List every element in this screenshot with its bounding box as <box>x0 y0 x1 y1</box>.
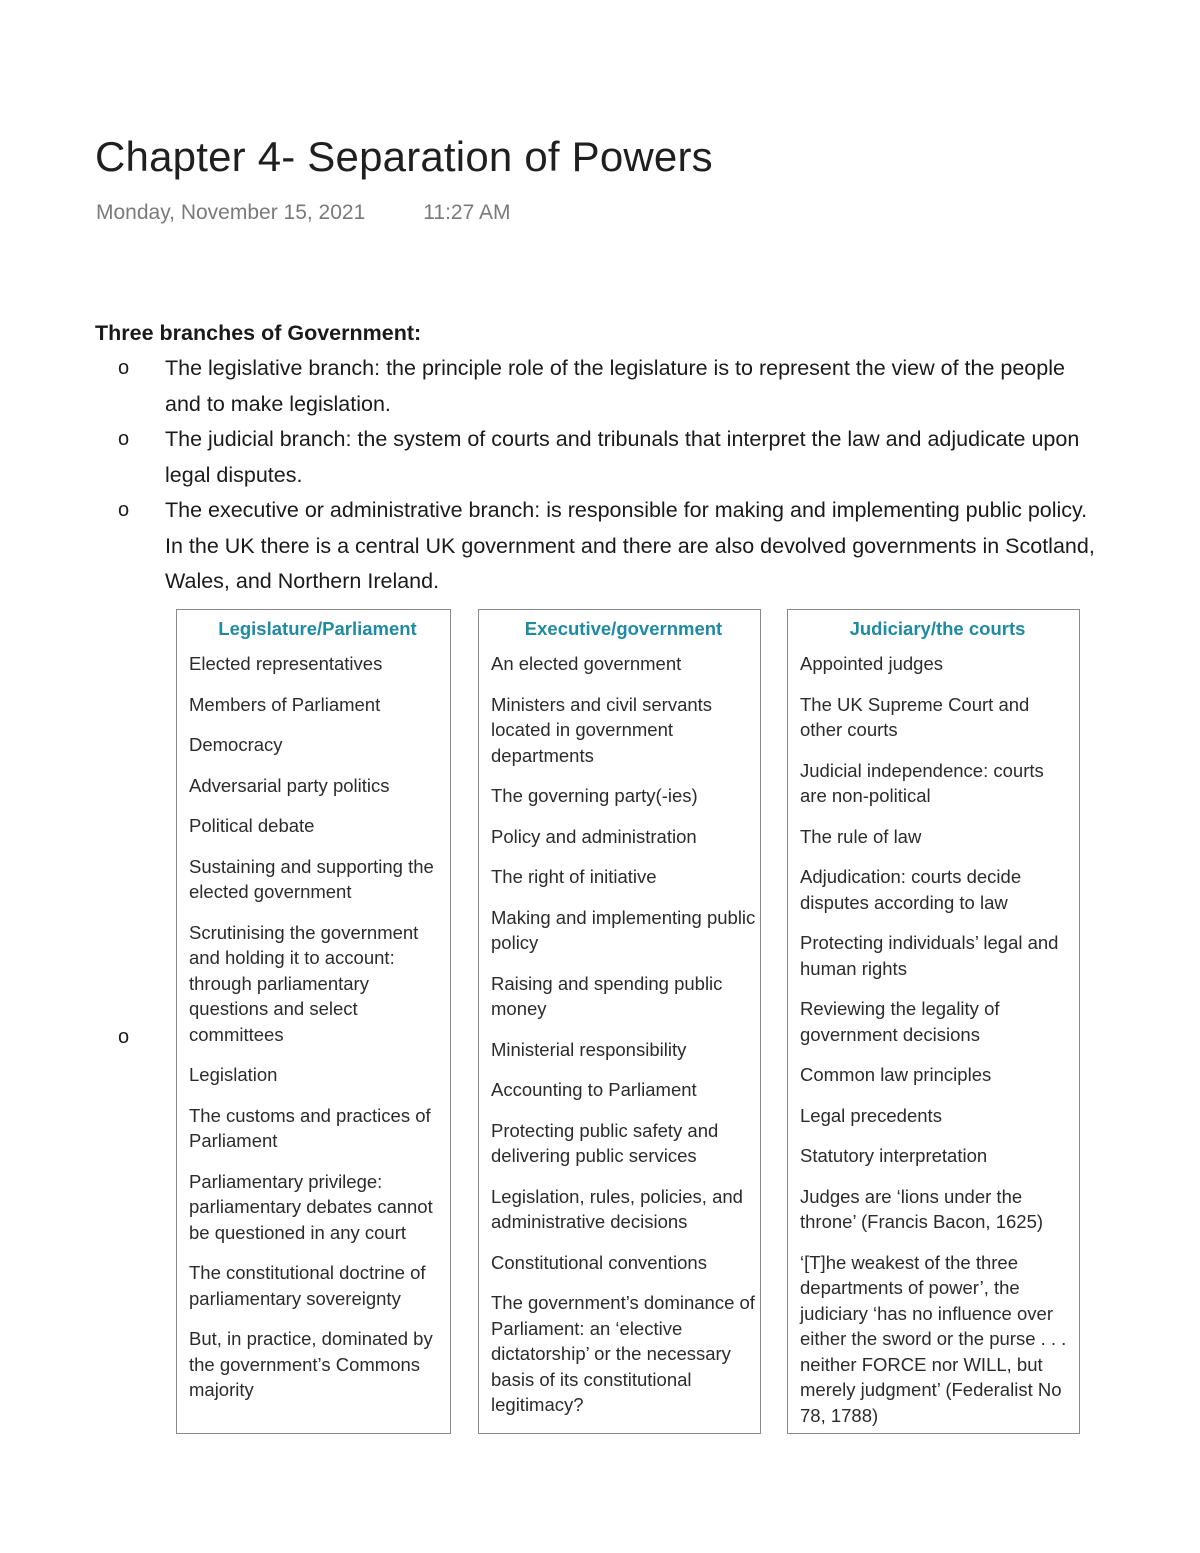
column-item: ‘[T]he weakest of the three departments of power’, the judiciary ‘has no influence over either the sword or the purse . . . neither FORCE nor WILL, but merely judgment’ (Federalist No 78, 1788) <box>800 1251 1067 1426</box>
list-item <box>95 351 1105 422</box>
column-item: Accounting to Parliament <box>491 1079 697 1100</box>
column-executive <box>478 609 761 1434</box>
column-item: Members of Parliament <box>189 693 381 715</box>
page-date: Monday, November 15, 2021 <box>96 201 366 224</box>
column-item: Policy and administration <box>491 825 697 847</box>
column-item: Adversarial party politics <box>189 774 390 796</box>
column-item: Constitutional conventions <box>491 1251 707 1273</box>
bullet-text: The judicial branch: the system of courts and tribunals that interpret the law and adjudicate upon legal disputes. <box>165 427 1080 487</box>
column-item: Democracy <box>189 734 283 755</box>
column-item: Protecting public safety and delivering public services <box>491 1119 719 1166</box>
column-item: Political debate <box>189 815 315 836</box>
bullet-marker: o <box>118 357 130 379</box>
column-item: An elected government <box>491 653 682 674</box>
bullet-marker: o <box>118 428 130 450</box>
column-item: The right of initiative <box>491 866 657 887</box>
column-item: Parliamentary privilege: parliamentary debates cannot be questioned in any court <box>189 1170 433 1243</box>
column-item: Ministerial responsibility <box>491 1038 687 1060</box>
column-item: Legal precedents <box>800 1104 942 1126</box>
column-item: Elected representatives <box>189 653 383 674</box>
column-item: The customs and practices of Parliament <box>189 1104 431 1151</box>
column-item: But, in practice, dominated by the government’s Commons majority <box>189 1328 433 1400</box>
list-item <box>95 422 1105 493</box>
bullet-text: The legislative branch: the principle role of the legislature is to represent the view of the people and to make legislation. <box>165 356 1065 416</box>
bullet-text: The executive or administrative branch: is responsible for making and implementing public policy. In the UK there is a central UK government and there are also devolved governments in Scotland, Wales, and Northern Ireland. <box>165 498 1095 593</box>
column-judiciary <box>787 609 1080 1434</box>
column-item: Legislation, rules, policies, and administrative decisions <box>491 1185 743 1232</box>
column-item: Statutory interpretation <box>800 1145 988 1166</box>
branches-list <box>95 351 1105 600</box>
column-item: Protecting individuals’ legal and human rights <box>800 932 1059 979</box>
column-item: Ministers and civil servants located in government departments <box>491 693 713 766</box>
column-heading: Legislature/Parliament <box>218 618 417 639</box>
column-item: Raising and spending public money <box>491 972 723 1019</box>
table-bullet-marker: o <box>118 1026 130 1048</box>
column-item: Making and implementing public policy <box>491 906 756 953</box>
column-item: Appointed judges <box>800 653 943 674</box>
page-title: Chapter 4- Separation of Powers <box>95 133 713 180</box>
bullet-marker: o <box>118 499 130 521</box>
column-item: Judicial independence: courts are non-political <box>800 759 1044 806</box>
column-item: The constitutional doctrine of parliamentary sovereignty <box>189 1262 426 1309</box>
page-meta <box>96 201 510 225</box>
column-item: Reviewing the legality of government decisions <box>800 998 1000 1045</box>
column-item: Common law principles <box>800 1064 992 1085</box>
column-item: The government’s dominance of Parliament: an ‘elective dictatorship’ or the necessary basis of its constitutional legitimacy? <box>491 1292 755 1415</box>
column-item: Adjudication: courts decide disputes according to law <box>800 866 1022 913</box>
column-legislature <box>176 609 451 1434</box>
section-heading: Three branches of Government: <box>95 321 422 345</box>
column-heading: Executive/government <box>524 618 723 639</box>
column-item: The rule of law <box>800 825 922 847</box>
branches-section <box>95 318 1105 600</box>
column-item: Sustaining and supporting the elected government <box>189 855 434 902</box>
column-item: The governing party(-ies) <box>491 785 698 806</box>
column-item: Legislation <box>189 1064 278 1085</box>
page-time: 11:27 AM <box>423 201 511 224</box>
column-heading: Judiciary/the courts <box>849 618 1026 639</box>
column-item: The UK Supreme Court and other courts <box>800 693 1030 740</box>
column-item: Judges are ‘lions under the throne’ (Francis Bacon, 1625) <box>800 1185 1044 1232</box>
list-item <box>95 493 1105 600</box>
column-item: Scrutinising the government and holding it to account: through parliamentary questions and select committees <box>189 921 419 1045</box>
